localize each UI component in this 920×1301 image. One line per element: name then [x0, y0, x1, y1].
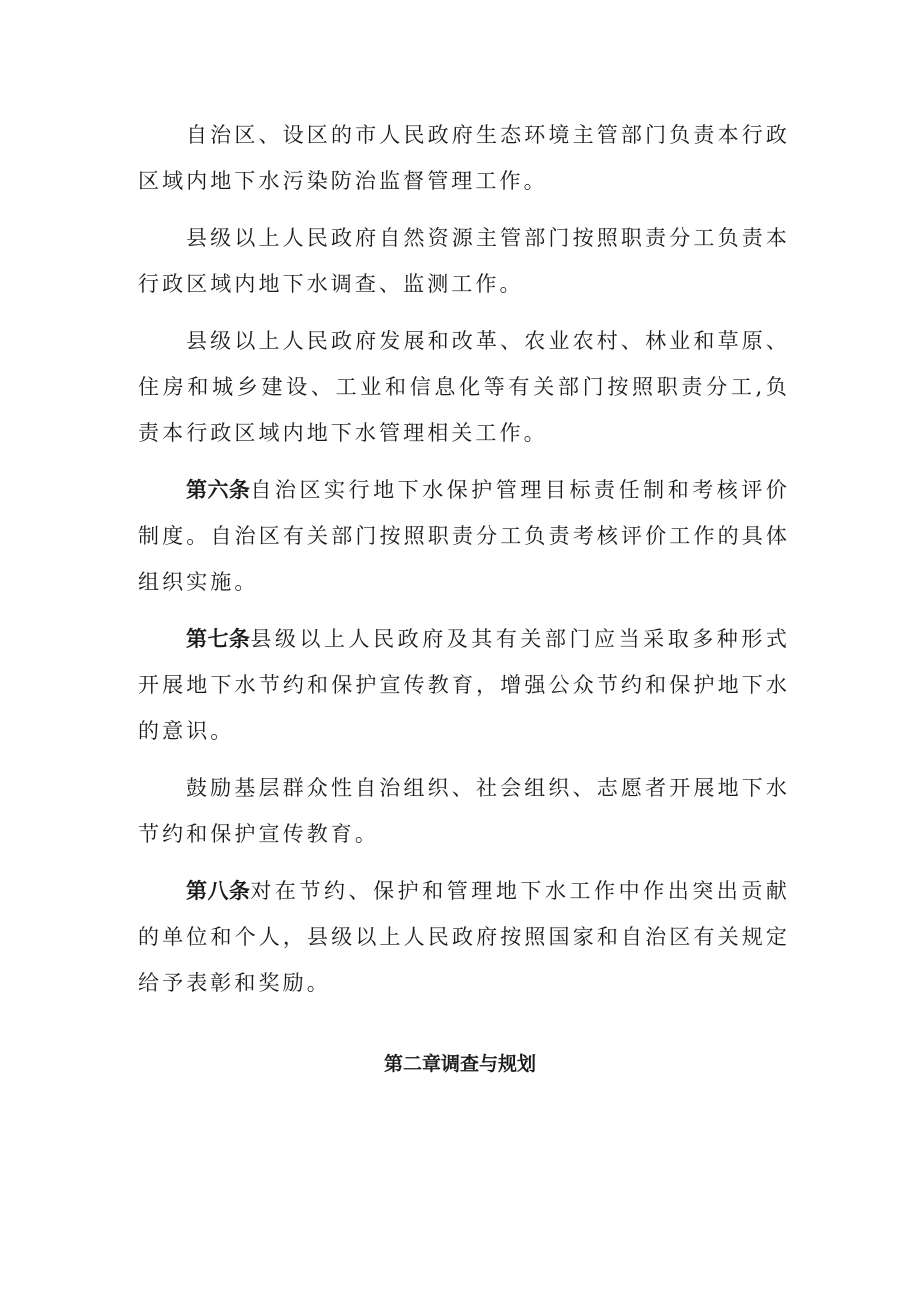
article-text: 县级以上人民政府及其有关部门应当采取多种形式开展地下水节约和保护宣传教育，增强公众节约和保护地下水的意识。 [138, 627, 791, 743]
paragraph-text: 县级以上人民政府发展和改革、农业农村、林业和草原、住房和城乡建设、工业和信息化等有关部门按照职责分工,负责本行政区域内地下水管理相关工作。 [138, 329, 790, 445]
paragraph-text: 鼓励基层群众性自治组织、社会组织、志愿者开展地下水节约和保护宣传教育。 [138, 776, 790, 846]
article-label: 第六条 [186, 478, 251, 502]
article-8 [138, 868, 790, 1006]
article-7 [138, 616, 790, 754]
article-text: 对在节约、保护和管理地下水工作中作出突出贡献的单位和个人，县级以上人民政府按照国家和自治区有关规定给予表彰和奖励。 [138, 879, 791, 995]
document-body [138, 112, 790, 1017]
article-label: 第七条 [186, 627, 251, 651]
paragraph-text: 自治区、设区的市人民政府生态环境主管部门负责本行政区域内地下水污染防治监督管理工作。 [138, 123, 790, 193]
paragraph-2 [138, 215, 790, 307]
paragraph-text: 县级以上人民政府自然资源主管部门按照职责分工负责本行政区域内地下水调查、监测工作。 [138, 226, 790, 296]
paragraph-6 [138, 765, 790, 857]
paragraph-1 [138, 112, 790, 204]
chapter-title: 第二章调查与规划 [383, 1053, 536, 1075]
article-label: 第八条 [186, 879, 251, 903]
paragraph-3 [138, 318, 790, 456]
article-6 [138, 467, 790, 605]
article-text: 自治区实行地下水保护管理目标责任制和考核评价制度。自治区有关部门按照职责分工负责考核评价工作的具体组织实施。 [138, 478, 791, 594]
